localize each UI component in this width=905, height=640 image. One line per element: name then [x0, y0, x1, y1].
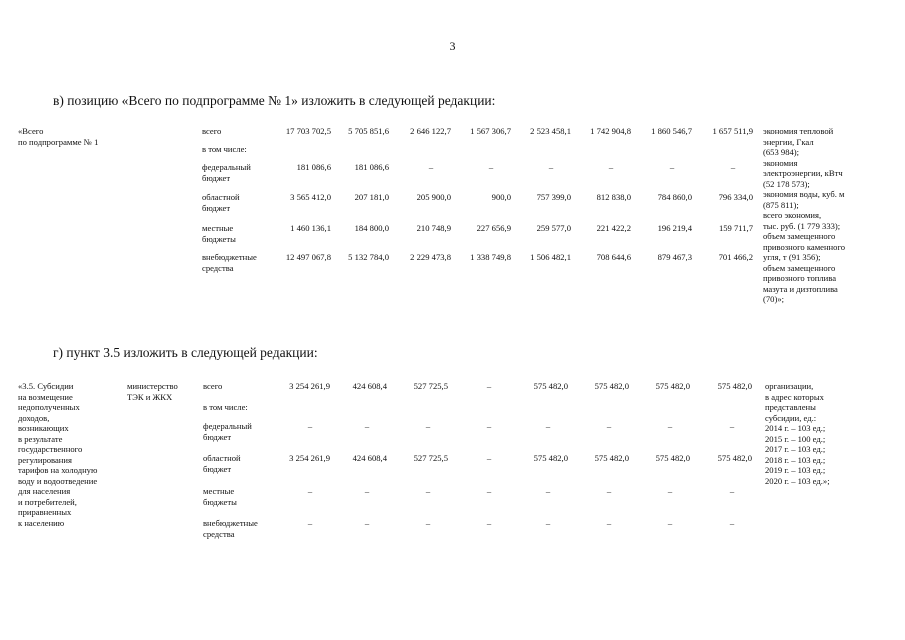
table-cell: – — [486, 453, 492, 463]
row-label-line: бюджет — [202, 172, 231, 183]
table-cell: – — [729, 518, 735, 528]
text-line: 2017 г. – 103 ед.; — [765, 444, 826, 454]
table-cell: 3 254 261,9 — [289, 453, 330, 463]
table-cell: 701 466,2 — [718, 252, 753, 262]
table-cell: – — [729, 486, 735, 496]
table-cell: 575 482,0 — [533, 381, 568, 391]
table-cell: 5 705 851,6 — [348, 126, 389, 136]
table-cell: 1 567 306,7 — [470, 126, 511, 136]
table-cell: – — [486, 381, 492, 391]
text-line: (52 178 573); — [763, 178, 810, 189]
row-label-line: федеральный — [203, 421, 252, 431]
text-line: организации, — [765, 381, 814, 391]
table-cell: 575 482,0 — [655, 381, 690, 391]
text-line: представлены — [765, 402, 816, 412]
row-label-line: местные — [202, 223, 234, 233]
text-line: «3.5. Субсидии — [18, 381, 74, 391]
table-cell: – — [428, 162, 434, 172]
text-line: «Всего — [18, 126, 44, 136]
table-cell: 796 334,0 — [718, 192, 753, 202]
table-cell: – — [307, 421, 313, 431]
text-line: угля, т (91 356); — [763, 252, 821, 262]
table-cell: – — [425, 421, 431, 431]
table-cell: – — [486, 421, 492, 431]
table-cell: 1 506 482,1 — [530, 252, 571, 262]
table-cell: 3 254 261,9 — [289, 381, 330, 391]
table-cell: – — [545, 421, 551, 431]
row-label-line: средства — [203, 528, 235, 539]
text-line: по подпрограмме № 1 — [18, 136, 99, 147]
text-line: привозного топлива — [763, 273, 837, 283]
row-label-line: бюджеты — [202, 233, 236, 244]
table-cell: – — [667, 518, 673, 528]
table-cell: 210 748,9 — [416, 223, 451, 233]
table-cell: 900,0 — [491, 192, 511, 202]
table-cell: – — [364, 486, 370, 496]
table-cell: 1 657 511,9 — [712, 126, 753, 136]
table-cell: – — [425, 486, 431, 496]
section-v-heading: в) позицию «Всего по подпрограмме № 1» изложить в следующей редакции: — [53, 93, 496, 108]
table-cell: 575 482,0 — [717, 453, 752, 463]
table-cell: 708 644,6 — [596, 252, 631, 262]
text-line: экономия воды, куб. м — [763, 189, 845, 199]
table-cell: 17 703 702,5 — [285, 126, 331, 136]
table-cell: 527 725,5 — [413, 453, 448, 463]
row-label-line: областной — [203, 453, 241, 463]
table-cell: 227 656,9 — [476, 223, 511, 233]
text-line: к населению — [18, 517, 65, 528]
row-label — [202, 192, 240, 213]
table-cell: 2 646 122,7 — [410, 126, 451, 136]
table-cell: – — [545, 518, 551, 528]
text-line: электроэнергии, кВтч — [763, 168, 843, 178]
table-cell: – — [307, 486, 313, 496]
text-line: 2018 г. – 103 ед.; — [765, 454, 826, 465]
table-cell: 205 900,0 — [416, 192, 451, 202]
text-line: привозного каменного — [763, 241, 846, 252]
table-cell: 259 577,0 — [536, 223, 571, 233]
table-cell: 196 219,4 — [657, 223, 692, 233]
text-line: (875 811); — [763, 199, 799, 210]
text-line: в адрес которых — [765, 391, 824, 402]
table-cell: 784 860,0 — [657, 192, 692, 202]
text-line: ТЭК и ЖКХ — [127, 391, 173, 402]
table-cell: – — [667, 421, 673, 431]
section-v-result — [763, 126, 903, 305]
row-label — [203, 518, 258, 539]
row-label — [203, 453, 241, 474]
table-cell: 424 608,4 — [352, 381, 387, 391]
section-g-heading: г) пункт 3.5 изложить в следующей редакции: — [53, 345, 318, 360]
table-cell: 575 482,0 — [533, 453, 568, 463]
table-cell: – — [730, 162, 736, 172]
row-label-line: всего — [202, 126, 222, 136]
table-cell: – — [488, 162, 494, 172]
table-cell: 2 523 458,1 — [530, 126, 571, 136]
row-label-line: средства — [202, 262, 234, 273]
row-label-line: внебюджетные — [203, 518, 258, 528]
table-cell: 184 800,0 — [354, 223, 389, 233]
text-line: для населения — [18, 486, 71, 496]
row-label-line: в том числе: — [203, 402, 248, 412]
row-label-line: в том числе: — [202, 144, 247, 154]
table-cell: 3 565 412,0 — [290, 192, 331, 202]
text-line: всего экономия, — [763, 210, 822, 220]
text-line: 2020 г. – 103 ед.»; — [765, 475, 830, 486]
table-cell: 527 725,5 — [413, 381, 448, 391]
text-line: мазута и дизтоплива — [763, 283, 838, 294]
table-cell: 5 132 784,0 — [348, 252, 389, 262]
table-cell: 2 229 473,8 — [410, 252, 451, 262]
text-line: недополученных — [18, 402, 80, 412]
table-cell: – — [606, 486, 612, 496]
text-line: объем замещенного — [763, 262, 836, 273]
section-g-label — [18, 381, 97, 528]
table-cell: – — [307, 518, 313, 528]
row-label-line: всего — [203, 381, 223, 391]
row-label-line: областной — [202, 192, 240, 202]
text-line: воду и водоотведение — [18, 475, 98, 486]
text-line: регулирования — [18, 454, 72, 465]
table-cell: – — [425, 518, 431, 528]
table-cell: 757 399,0 — [536, 192, 571, 202]
text-line: (653 984); — [763, 147, 800, 157]
table-cell: – — [667, 486, 673, 496]
table-cell: – — [545, 486, 551, 496]
text-line: субсидии, ед.: — [765, 412, 817, 423]
text-line: доходов, — [18, 412, 50, 423]
table-cell: 879 467,3 — [657, 252, 692, 262]
table-cell: 575 482,0 — [594, 453, 629, 463]
table-cell: 1 460 136,1 — [290, 223, 331, 233]
row-label-line: внебюджетные — [202, 252, 257, 262]
section-g-executor — [127, 381, 178, 402]
row-label-line: местные — [203, 486, 235, 496]
row-label-line: федеральный — [202, 162, 251, 172]
table-cell: 812 838,0 — [596, 192, 631, 202]
text-line: (70)»; — [763, 294, 785, 304]
row-label — [203, 486, 237, 507]
table-cell: – — [486, 486, 492, 496]
table-cell: – — [364, 421, 370, 431]
text-line: в результате — [18, 433, 63, 444]
row-label — [202, 162, 251, 183]
text-line: 2015 г. – 100 ед.; — [765, 433, 826, 444]
table-cell: 221 422,2 — [596, 223, 631, 233]
table-cell: 181 086,6 — [354, 162, 389, 172]
table-cell: – — [729, 421, 735, 431]
table-cell: – — [669, 162, 675, 172]
table-cell: – — [606, 421, 612, 431]
row-label — [202, 126, 221, 137]
table-cell: 1 860 546,7 — [651, 126, 692, 136]
table-cell: – — [548, 162, 554, 172]
table-cell: 424 608,4 — [352, 453, 387, 463]
section-v-label — [18, 126, 98, 147]
table-cell: 575 482,0 — [655, 453, 690, 463]
text-line: на возмещение — [18, 391, 73, 402]
table-cell: – — [606, 518, 612, 528]
text-line: 2014 г. – 103 ед.; — [765, 423, 826, 433]
text-line: тарифов на холодную — [18, 465, 98, 475]
text-line: тыс. руб. (1 779 333); — [763, 220, 841, 231]
text-line: возникающих — [18, 423, 69, 433]
table-cell: 181 086,6 — [296, 162, 331, 172]
text-line: экономия тепловой — [763, 126, 834, 136]
text-line: государственного — [18, 444, 83, 454]
row-label — [202, 252, 257, 273]
table-cell: 159 711,7 — [718, 223, 753, 233]
text-line: приравненных — [18, 507, 72, 517]
text-line: экономия — [763, 157, 798, 168]
row-label-line: бюджеты — [203, 496, 237, 507]
row-label — [202, 144, 247, 155]
text-line: энергии, Гкал — [763, 136, 814, 147]
row-label — [202, 223, 236, 244]
row-label — [203, 381, 222, 392]
text-line: министерство — [127, 381, 178, 391]
table-cell: 207 181,0 — [354, 192, 389, 202]
row-label-line: бюджет — [203, 431, 232, 442]
table-cell: 575 482,0 — [717, 381, 752, 391]
table-cell: – — [364, 518, 370, 528]
row-label — [203, 402, 248, 413]
page-number: 3 — [449, 39, 456, 53]
text-line: и потребителей, — [18, 496, 77, 507]
table-cell: 1 742 904,8 — [590, 126, 631, 136]
text-line: объем замещенного — [763, 231, 836, 241]
text-line: 2019 г. – 103 ед.; — [765, 465, 826, 475]
table-cell: 1 338 749,8 — [470, 252, 511, 262]
row-label-line: бюджет — [203, 463, 232, 474]
section-g-result — [765, 381, 903, 486]
table-cell: – — [608, 162, 614, 172]
table-cell: 575 482,0 — [594, 381, 629, 391]
table-cell: – — [486, 518, 492, 528]
table-cell: 12 497 067,8 — [285, 252, 331, 262]
row-label-line: бюджет — [202, 202, 231, 213]
row-label — [203, 421, 252, 442]
